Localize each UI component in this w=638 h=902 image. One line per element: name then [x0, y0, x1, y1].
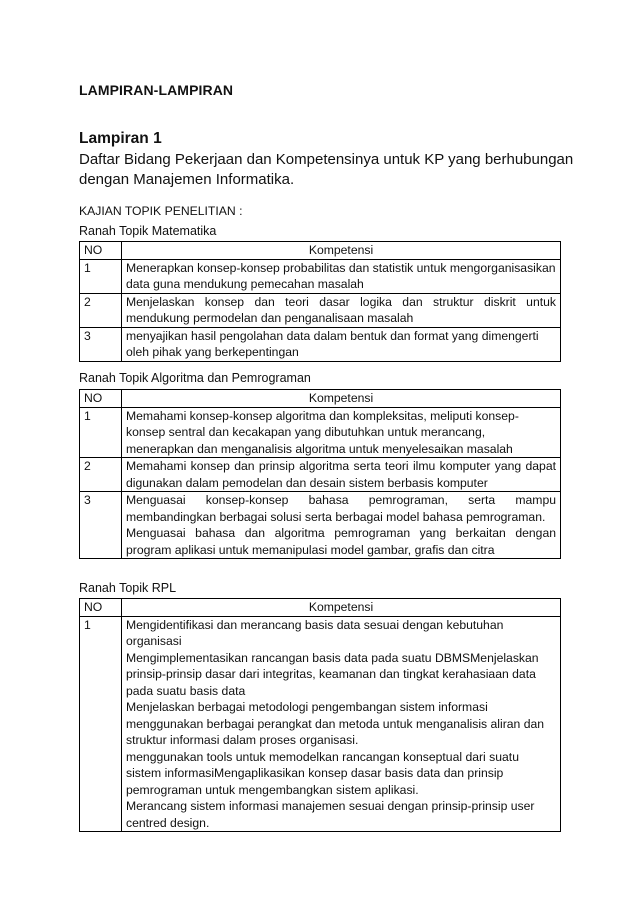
competency-cell	[122, 492, 561, 559]
competency-cell	[122, 616, 561, 832]
lampiran-heading: Lampiran 1	[79, 130, 162, 147]
row-number: 1	[80, 616, 122, 832]
competency-cell	[122, 293, 561, 327]
competency-text: menyajikan hasil pengolahan data dalam bentuk dan format yang dimengerti oleh pihak yang berkepentingan	[126, 328, 539, 359]
section-label-rpl: Ranah Topik RPL	[79, 581, 177, 595]
kajian-label: KAJIAN TOPIK PENELITIAN :	[79, 204, 243, 218]
lampiran-subtitle: Daftar Bidang Pekerjaan dan Kompetensinya untuk KP yang berhubungan dengan Manajemen Informatika.	[79, 151, 574, 188]
header-no: NO	[80, 390, 122, 408]
competency-text: Menjelaskan berbagai metodologi pengembangan sistem informasi menggunakan berbagai perangkat dan metoda untuk menganalisis aliran dan struktur informasi dalam proses organisasi.	[126, 700, 545, 747]
row-number: 3	[80, 327, 122, 361]
competency-text: Mengidentifikasi dan merancang basis data sesuai dengan kebutuhan organisasi	[126, 617, 504, 648]
table-row	[80, 458, 561, 492]
table-row	[80, 327, 561, 361]
row-number: 1	[80, 407, 122, 458]
competency-text: Menguasai bahasa dan algoritma pemrograman yang berkaitan dengan program aplikasi untuk memanipulasi model gambar, grafis dan citra	[126, 526, 556, 557]
table-matematika	[79, 241, 561, 362]
header-kompetensi: Kompetensi	[122, 599, 561, 617]
competency-text: Mengimplementasikan rancangan basis data pada suatu DBMSMenjelaskan prinsip-prinsip dasar dari integritas, keamanan dan tingkat kerahasiaan data pada suatu basis data	[126, 650, 539, 698]
row-number: 2	[80, 458, 122, 492]
table-rpl	[79, 598, 561, 832]
table-row	[80, 407, 561, 458]
competency-text: Memahami konsep dan prinsip algoritma serta teori ilmu komputer yang dapat digunakan dalam pemodelan dan desain sistem berbasis komputer	[126, 459, 556, 490]
header-kompetensi: Kompetensi	[122, 242, 561, 260]
section-label-matematika: Ranah Topik Matematika	[79, 224, 217, 238]
section-label-algoritma: Ranah Topik Algoritma dan Pemrograman	[79, 371, 311, 385]
row-number: 2	[80, 293, 122, 327]
competency-cell	[122, 458, 561, 492]
table-row	[80, 616, 561, 832]
table-algoritma	[79, 389, 561, 559]
table-row	[80, 492, 561, 559]
row-number: 1	[80, 259, 122, 293]
competency-text: Merancang sistem informasi manajemen sesuai dengan prinsip-prinsip user centred design.	[126, 799, 535, 830]
competency-text: menggunakan tools untuk memodelkan rancangan konseptual dari suatu sistem informasiMengaplikasikan konsep dasar basis data dan prinsip pemrograman untuk mengembangkan sistem aplikasi.	[126, 749, 519, 797]
header-kompetensi: Kompetensi	[122, 390, 561, 408]
competency-cell	[122, 259, 561, 293]
competency-text: Memahami konsep-konsep algoritma dan kompleksitas, meliputi konsep-konsep sentral dan kecakapan yang dibutuhkan untuk merancang, menerapkan dan menganalisis algoritma untuk menyelesaikan masalah	[126, 408, 519, 456]
table-header-row	[80, 242, 561, 260]
table-row	[80, 259, 561, 293]
competency-text: Menjelaskan konsep dan teori dasar logika dan struktur diskrit untuk mendukung permodelan dan penganalisaan masalah	[126, 294, 556, 325]
competency-cell	[122, 327, 561, 361]
competency-cell	[122, 407, 561, 458]
table-header-row	[80, 390, 561, 408]
document-title: LAMPIRAN-LAMPIRAN	[79, 82, 234, 98]
header-no: NO	[80, 242, 122, 260]
competency-text: Menerapkan konsep-konsep probabilitas dan statistik untuk mengorganisasikan data guna mendukung pemecahan masalah	[126, 260, 556, 291]
header-no: NO	[80, 599, 122, 617]
row-number: 3	[80, 492, 122, 559]
table-header-row	[80, 599, 561, 617]
table-row	[80, 293, 561, 327]
competency-text: Menguasai konsep-konsep bahasa pemrograman, serta mampu membandingkan berbagai solusi serta berbagai model bahasa pemrograman.	[126, 493, 556, 524]
